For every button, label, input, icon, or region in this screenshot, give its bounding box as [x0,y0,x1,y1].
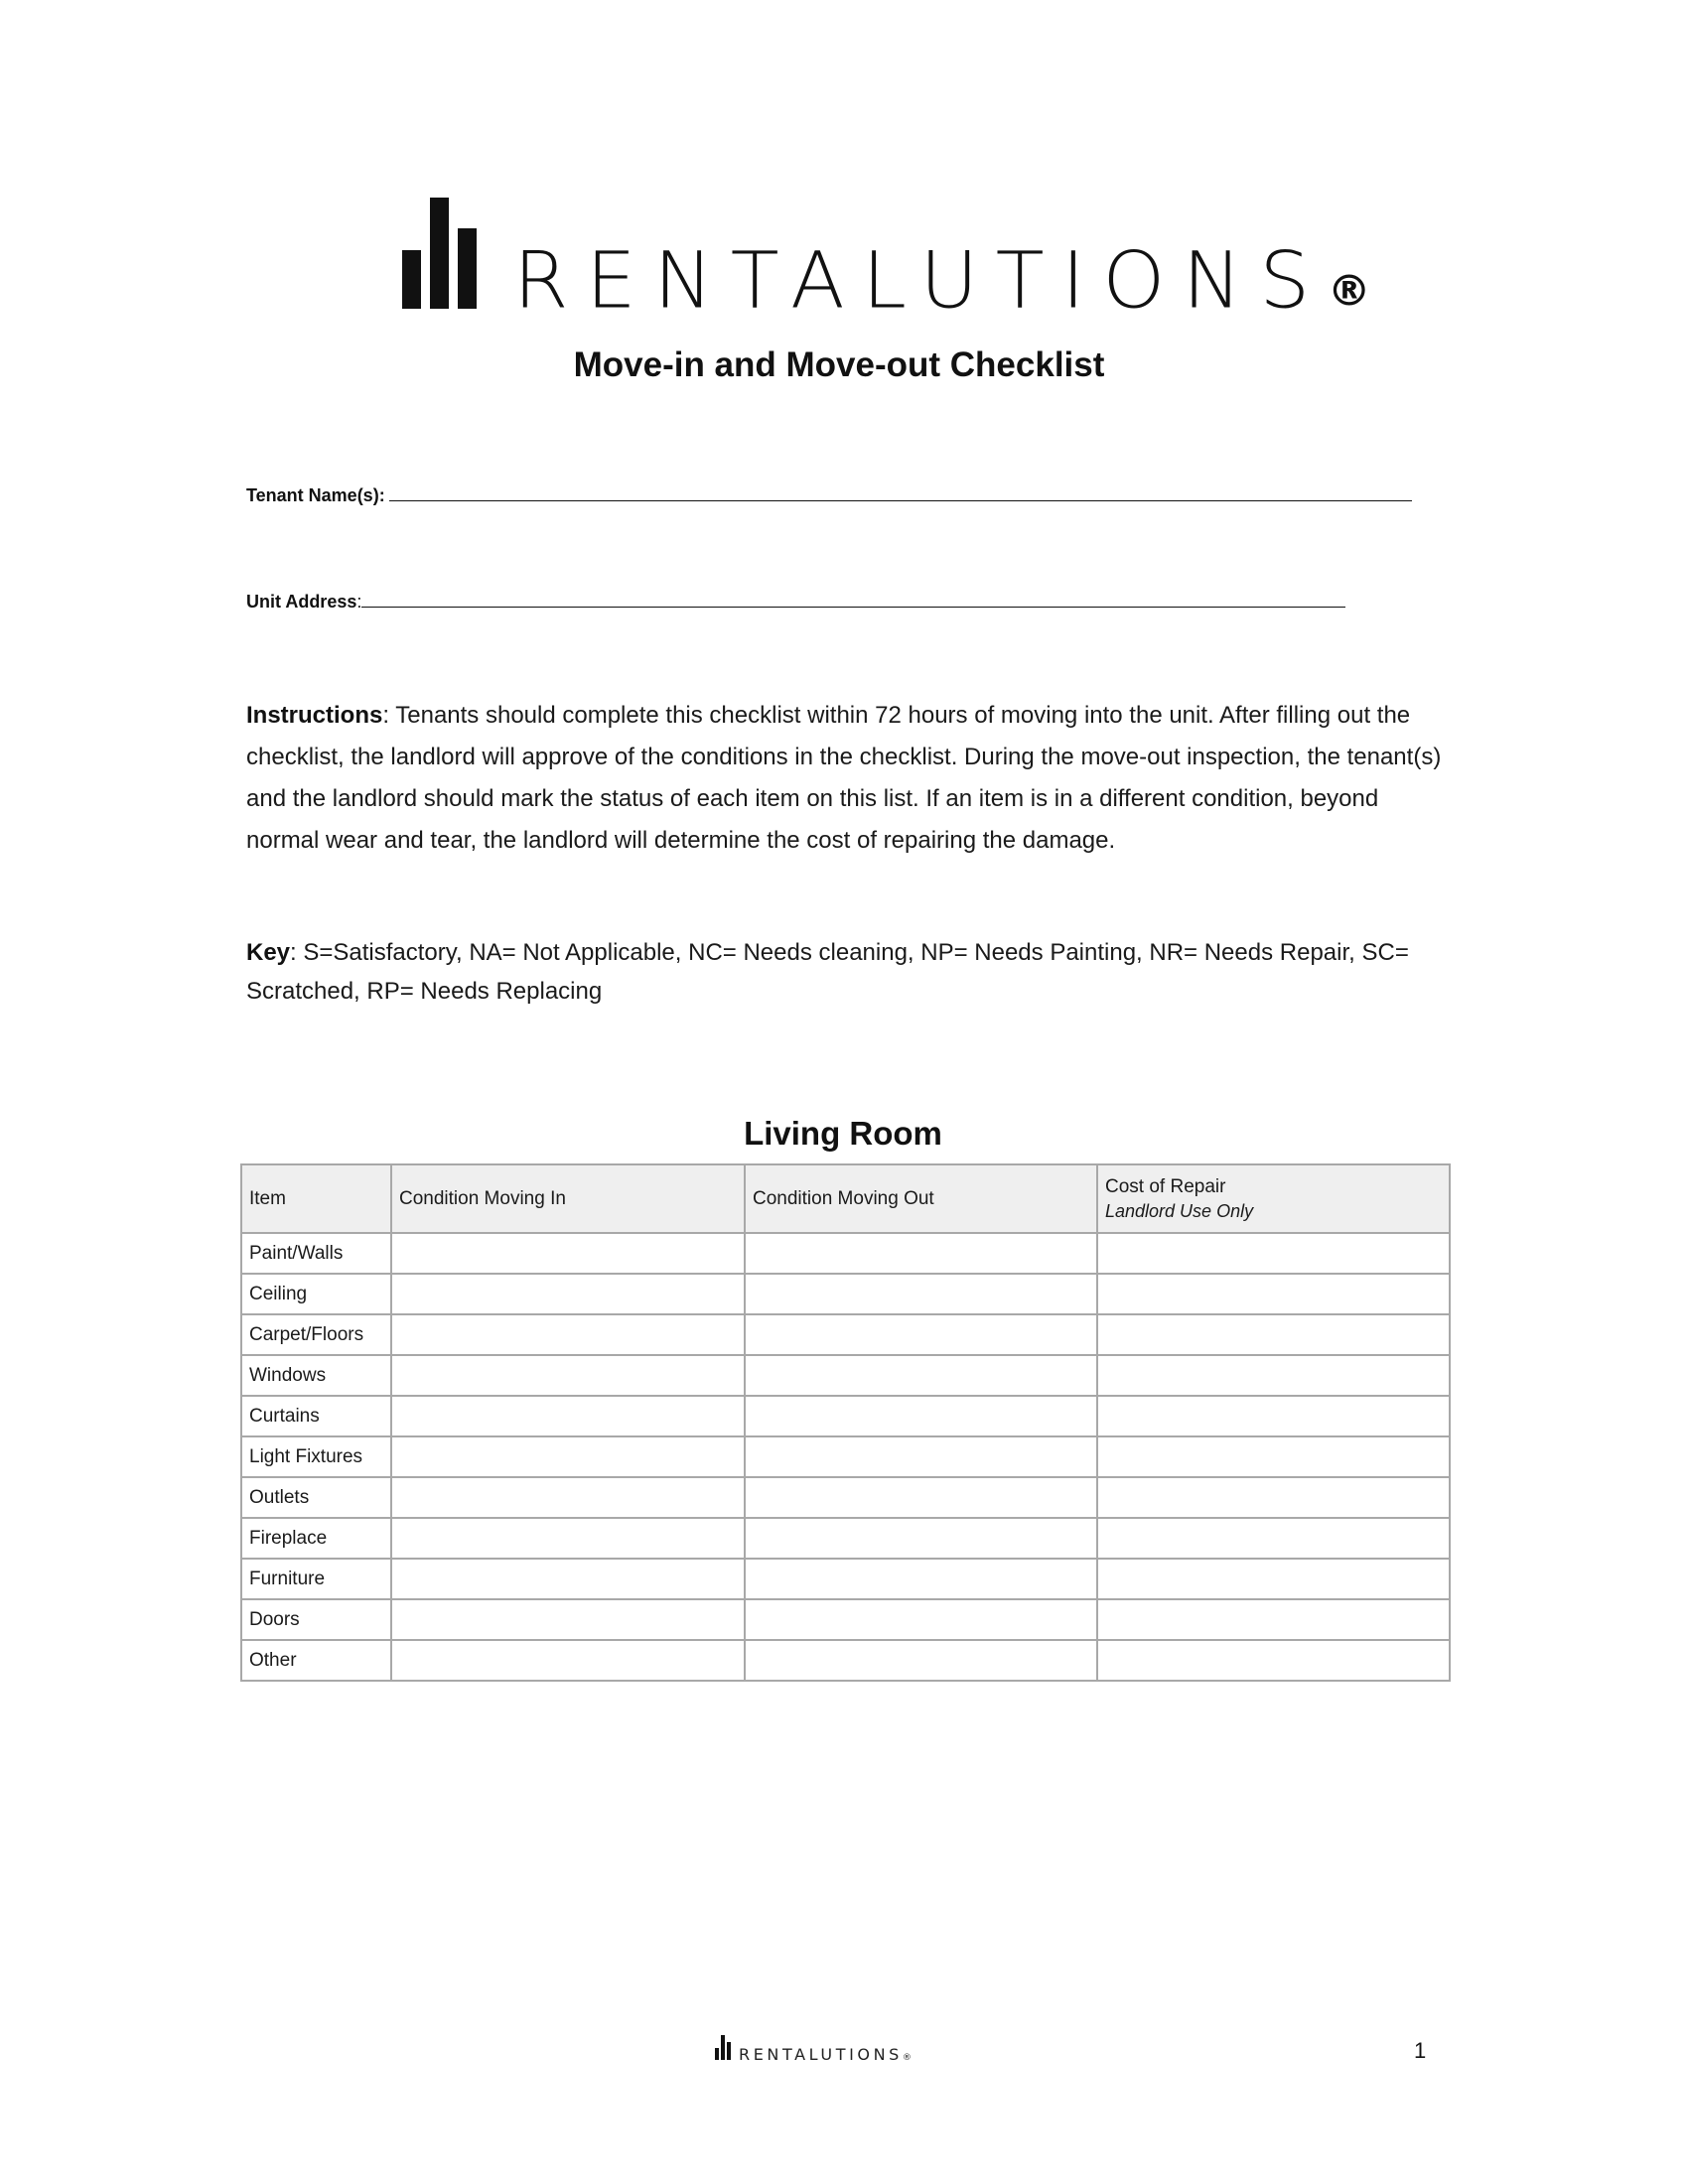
condition-out-cell[interactable] [745,1559,1097,1599]
key-label: Key [246,939,291,966]
table-row [241,1436,1450,1477]
header-item: Item [241,1164,391,1233]
table-row [241,1559,1450,1599]
unit-address-input-line[interactable] [361,591,1345,608]
item-cell: Furniture [241,1559,391,1599]
item-cell: Fireplace [241,1518,391,1559]
tenant-name-field [246,484,1412,506]
unit-address-field [246,591,1345,613]
logo-text: RENTALUTIONS [513,234,1328,327]
condition-out-cell[interactable] [745,1640,1097,1681]
item-cell: Outlets [241,1477,391,1518]
instructions-label: Instructions [246,702,383,729]
item-cell: Doors [241,1599,391,1640]
item-cell: Paint/Walls [241,1233,391,1274]
header-cost-note: Landlord Use Only [1105,1200,1254,1221]
logo-bar-icon [430,198,449,309]
item-cell: Windows [241,1355,391,1396]
table-row [241,1518,1450,1559]
cost-cell[interactable] [1097,1233,1450,1274]
condition-out-cell[interactable] [745,1355,1097,1396]
document-title: Move-in and Move-out Checklist [573,345,1105,384]
unit-address-colon: : [356,592,362,612]
logo-bar-icon [715,2048,719,2060]
table-row [241,1314,1450,1355]
logo-bar-icon [458,228,477,309]
item-cell: Curtains [241,1396,391,1436]
cost-cell[interactable] [1097,1436,1450,1477]
logo-bar-icon [402,250,421,309]
table-row [241,1640,1450,1681]
cost-cell[interactable] [1097,1640,1450,1681]
header-cost-label: Cost of Repair [1105,1175,1226,1197]
footer-logo-text: RENTALUTIONS [739,2045,903,2064]
logo-bar-icon [721,2035,725,2060]
condition-out-cell[interactable] [745,1396,1097,1436]
condition-in-cell[interactable] [391,1518,745,1559]
footer-logo [715,2035,914,2064]
table-row [241,1396,1450,1436]
condition-out-cell[interactable] [745,1314,1097,1355]
table-row [241,1233,1450,1274]
table-row [241,1274,1450,1314]
condition-in-cell[interactable] [391,1396,745,1436]
instructions-text: : Tenants should complete this checklist within 72 hours of moving into the unit. After filling out the checklist, the landlord will approve of the conditions in the checklist. During the move-out inspection, the tenant(s) and the landlord should mark the status of each item on this list. If an item is in a different condition, beyond normal wear and tear, the landlord will determine the cost of repairing the damage. [246,702,1442,854]
table-row [241,1477,1450,1518]
condition-out-cell[interactable] [745,1477,1097,1518]
header-condition-in: Condition Moving In [391,1164,745,1233]
key-paragraph [246,933,1458,1011]
cost-cell[interactable] [1097,1477,1450,1518]
condition-in-cell[interactable] [391,1640,745,1681]
condition-in-cell[interactable] [391,1355,745,1396]
item-cell: Carpet/Floors [241,1314,391,1355]
table-row [241,1355,1450,1396]
condition-in-cell[interactable] [391,1274,745,1314]
tenant-name-label: Tenant Name(s): [246,485,385,505]
condition-in-cell[interactable] [391,1559,745,1599]
condition-in-cell[interactable] [391,1436,745,1477]
cost-cell[interactable] [1097,1355,1450,1396]
cost-cell[interactable] [1097,1396,1450,1436]
cost-cell[interactable] [1097,1599,1450,1640]
key-text: : S=Satisfactory, NA= Not Applicable, NC= Needs cleaning, NP= Needs Painting, NR= Needs Repair, SC= Scratched, RP= Needs Replacing [246,939,1409,1005]
condition-out-cell[interactable] [745,1436,1097,1477]
item-cell: Light Fixtures [241,1436,391,1477]
living-room-title: Living Room [744,1115,942,1152]
registered-mark: ® [1327,266,1371,317]
cost-cell[interactable] [1097,1274,1450,1314]
condition-in-cell[interactable] [391,1233,745,1274]
condition-out-cell[interactable] [745,1599,1097,1640]
footer-wordmark [739,2047,912,2063]
cost-cell[interactable] [1097,1518,1450,1559]
item-cell: Ceiling [241,1274,391,1314]
cost-cell[interactable] [1097,1559,1450,1599]
rentalutions-logo [402,198,1371,327]
header-condition-out: Condition Moving Out [745,1164,1097,1233]
cost-cell[interactable] [1097,1314,1450,1355]
tenant-name-input-line[interactable] [389,484,1412,501]
unit-address-label: Unit Address [246,592,357,612]
header-cost [1097,1164,1450,1233]
table-header-row [241,1164,1450,1233]
condition-in-cell[interactable] [391,1314,745,1355]
item-cell: Other [241,1640,391,1681]
footer-registered-mark: ® [902,2053,912,2063]
table-row [241,1599,1450,1640]
logo-wordmark [513,234,1371,327]
condition-in-cell[interactable] [391,1477,745,1518]
condition-in-cell[interactable] [391,1599,745,1640]
page-number: 1 [1414,2038,1427,2063]
condition-out-cell[interactable] [745,1274,1097,1314]
condition-out-cell[interactable] [745,1233,1097,1274]
logo-bar-icon [727,2042,731,2060]
instructions-paragraph [246,695,1458,862]
condition-out-cell[interactable] [745,1518,1097,1559]
living-room-table [240,1163,1451,1682]
